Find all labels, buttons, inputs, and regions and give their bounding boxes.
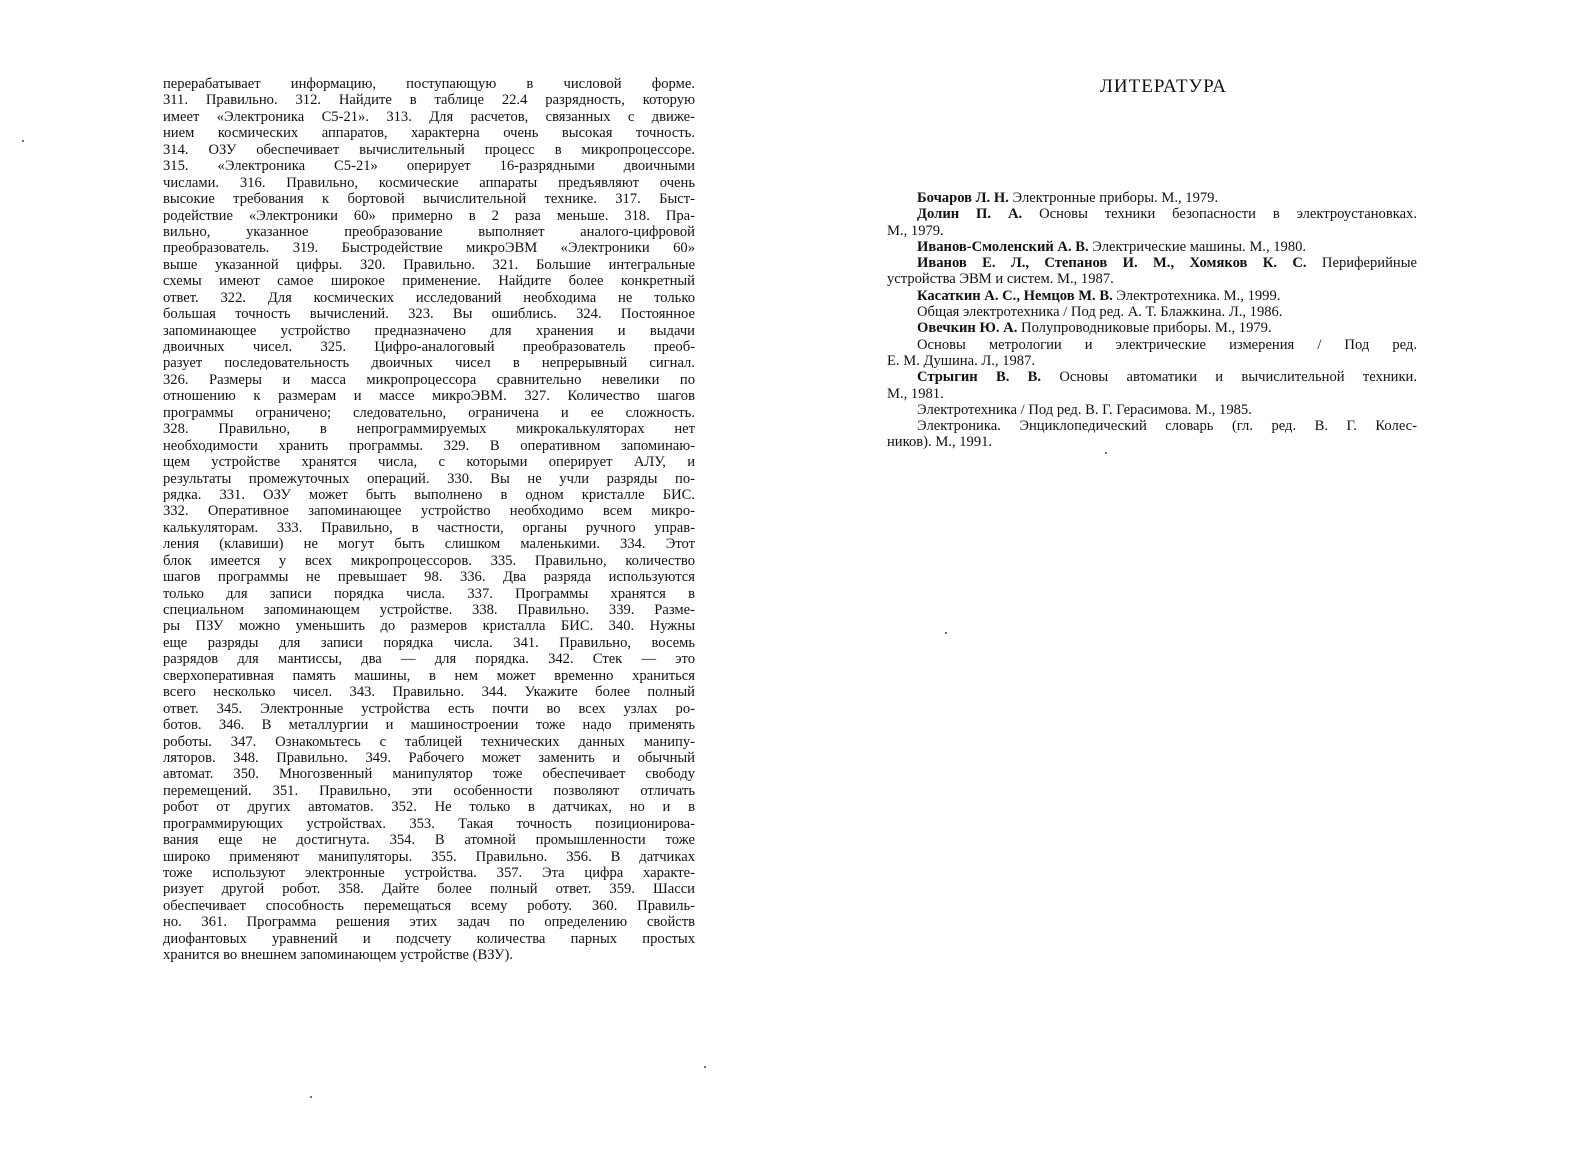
answer-text-line: высокие требования к бортовой вычислительной технике. 317. Быст- [163, 191, 695, 208]
reference-line [887, 239, 1417, 255]
reference-line [887, 206, 1417, 222]
scan-speck [945, 632, 947, 634]
answer-text-line: всего несколько чисел. 343. Правильно. 344. Укажите более полный [163, 684, 695, 701]
scan-speck [1105, 452, 1107, 454]
answer-text-line: большая точность вычислений. 323. Вы ошиблись. 324. Постоянное [163, 306, 695, 323]
reference-text: устройства ЭВМ и систем. М., 1987. [887, 271, 1114, 288]
scan-speck [704, 1066, 706, 1068]
answer-text-line: автомат. 350. Многозвенный манипулятор тоже обеспечивает свободу [163, 766, 695, 783]
left-page [0, 0, 790, 1153]
answer-text-line: схемы имеют самое широкое применение. Найдите более конкретный [163, 273, 695, 290]
answer-text-line: ляторов. 348. Правильно. 349. Рабочего может заменить и обычный [163, 749, 695, 766]
reference-entry [887, 369, 1417, 402]
answer-text-line: ризует другой робот. 358. Дайте более полный ответ. 359. Шасси [163, 881, 695, 898]
reference-text: Электронные приборы. М., 1979. [1008, 190, 1219, 206]
reference-line [887, 304, 1417, 320]
answer-text-line: хранится во внешнем запоминающем устройстве (ВЗУ). [163, 947, 514, 964]
answer-text-line: калькуляторам. 333. Правильно, в частности, органы ручного управ- [163, 519, 695, 536]
answer-text-line: результаты промежуточных операций. 330. Вы не учли разряды по- [163, 470, 695, 487]
reference-line [887, 418, 1417, 434]
answer-text-line: ления (клавиши) не могут быть слишком маленькими. 334. Этот [163, 536, 695, 553]
reference-text: Электротехника / Под ред. В. Г. Герасимова. М., 1985. [917, 401, 1252, 418]
answer-text-line: запоминающее устройство предназначено для хранения и выдачи [163, 322, 695, 339]
reference-text: Периферийные [1306, 255, 1417, 272]
reference-entry [887, 206, 1417, 239]
answer-text-line: двоичных чисел. 325. Цифро-аналоговый преобразователь преоб- [163, 339, 695, 355]
reference-entry [887, 418, 1417, 451]
reference-author: Долин П. А. [917, 206, 1023, 223]
reference-entry [887, 288, 1417, 304]
answer-text-line: преобразователь. 319. Быстродействие микроЭВМ «Электроники 60» [163, 240, 695, 257]
reference-text: Электротехника. М., 1999. [1112, 287, 1281, 304]
answer-text-line: специальном запоминающем устройстве. 338. Правильно. 339. Разме- [163, 602, 695, 618]
answer-text-line: 311. Правильно. 312. Найдите в таблице 22.4 разрядность, которую [163, 92, 695, 109]
answer-text-line: перерабатывает информацию, поступающую в числовой форме. [163, 76, 695, 92]
reference-line [887, 402, 1417, 418]
answer-text-line: сверхоперативная память машины, в нем может временно храниться [163, 667, 695, 684]
reference-text: М., 1979. [887, 222, 944, 239]
reference-text: Основы техники безопасности в электроустановках. [1022, 206, 1417, 223]
reference-entry [887, 320, 1417, 336]
answer-text-line: диофантовых уравнений и подсчету количества парных простых [163, 930, 695, 947]
reference-entry [887, 255, 1417, 288]
answer-text-line: 314. ОЗУ обеспечивает вычислительный процесс в микропроцессоре. [163, 141, 695, 158]
reference-text: Основы автоматики и вычислительной техники. [1041, 369, 1417, 386]
reference-line [887, 369, 1417, 385]
reference-text: Электрические машины. М., 1980. [1088, 238, 1307, 255]
reference-line [887, 386, 1417, 402]
reference-text: ников). М., 1991. [887, 434, 993, 451]
reference-line [887, 190, 1417, 206]
reference-author: Овечкин Ю. А. [917, 320, 1018, 337]
reference-entry [887, 402, 1417, 418]
answer-text-line: щем устройстве хранятся числа, с которыми оперирует АЛУ, и [163, 454, 695, 471]
reference-text: Общая электротехника / Под ред. А. Т. Блажкина. Л., 1986. [917, 304, 1283, 321]
answer-text-line: еще разряды для записи порядка числа. 341. Правильно, восемь [163, 634, 695, 651]
reference-text: Полупроводниковые приборы. М., 1979. [1017, 320, 1272, 337]
answer-text-line: числами. 316. Правильно, космические аппараты предъявляют очень [163, 174, 695, 191]
answer-text-line: шагов программы не превышает 98. 336. Два разряда используются [163, 569, 695, 586]
reference-author: Касаткин А. С., Немцов М. В. [917, 287, 1113, 304]
answer-text-line: роботы. 347. Ознакомьтесь с таблицей технических данных манипу- [163, 733, 695, 750]
reference-entry [887, 304, 1417, 320]
scan-speck [22, 140, 24, 142]
answer-text-line: родействие «Электроники 60» примерно в 2 раза меньше. 318. Пра- [163, 207, 695, 224]
answer-text-line: программы ограничено; следовательно, ограничена и ее сложность. [163, 404, 695, 421]
reference-author: Бочаров Л. Н. [917, 190, 1009, 206]
right-page [790, 0, 1581, 1153]
answer-text-line: 328. Правильно, в непрограммируемых микрокалькуляторах нет [163, 421, 695, 438]
reference-line [887, 434, 1417, 450]
reference-author: Иванов-Смоленский А. В. [917, 238, 1089, 255]
reference-text: Основы метрологии и электрические измерения / Под ред. [917, 336, 1417, 353]
answer-text-line: программирующих устройствах. 353. Такая точность позиционирова- [163, 815, 695, 832]
answer-text-line: вильно, указанное преобразование выполняет аналого-цифровой [163, 223, 695, 240]
reference-text: Электроника. Энциклопедический словарь (гл. ред. В. Г. Колес- [917, 418, 1417, 435]
scan-speck [310, 1096, 312, 1098]
reference-text: М., 1981. [887, 385, 944, 402]
answer-text-line: разует последовательность двоичных чисел в непрерывный сигнал. [163, 355, 695, 372]
reference-entry [887, 190, 1417, 206]
answer-text-line: ответ. 322. Для космических исследований необходима не только [163, 289, 695, 306]
reference-line [887, 223, 1417, 239]
answer-text-line: обеспечивает способность перемещаться всему роботу. 360. Правиль- [163, 897, 695, 914]
answer-text-line: но. 361. Программа решения этих задач по определению свойств [163, 914, 695, 931]
page-title: ЛИТЕРАТУРА [1100, 76, 1227, 97]
answer-text-line: ботов. 346. В металлургии и машиностроении тоже надо применять [163, 717, 695, 734]
answer-text-line: ры ПЗУ можно уменьшить до размеров кристалла БИС. 340. Нужны [163, 618, 695, 635]
answer-text-line: перемещений. 351. Правильно, эти особенности позволяют отличать [163, 782, 695, 799]
reference-text: Е. М. Душина. Л., 1987. [887, 352, 1036, 369]
reference-line [887, 353, 1417, 369]
answer-text-line: 326. Размеры и масса микропроцессора сравнительно невелики по [163, 371, 695, 388]
answer-text-line: широко применяют манипуляторы. 355. Правильно. 356. В датчиках [163, 848, 695, 865]
answer-text-line: вания еще не достигнута. 354. В атомной промышленности тоже [163, 832, 695, 849]
answer-text-line: 332. Оперативное запоминающее устройство необходимо всем микро- [163, 503, 695, 520]
reference-line [887, 271, 1417, 287]
answer-text-line: ответ. 345. Электронные устройства есть почти во всех узлах ро- [163, 700, 695, 717]
reference-entry [887, 239, 1417, 255]
reference-line [887, 255, 1417, 271]
reference-line [887, 288, 1417, 304]
reference-entry [887, 337, 1417, 370]
answer-text-line: выше указанной цифры. 320. Правильно. 321. Большие интегральные [163, 256, 695, 273]
answer-text-line: робот от других автоматов. 352. Не только в датчиках, но и в [163, 799, 695, 816]
answer-text-line: необходимости хранить программы. 329. В оперативном запоминаю- [163, 437, 695, 454]
answer-text-line: нием космических аппаратов, характерна очень высокая точность. [163, 125, 695, 142]
reference-line [887, 320, 1417, 336]
answer-text-line: отношению к размерам и массе микроЭВМ. 327. Количество шагов [163, 388, 695, 405]
reference-line [887, 337, 1417, 353]
answer-text-line: блок имеется у всех микропроцессоров. 335. Правильно, количество [163, 552, 695, 569]
answer-text-line: разрядов для мантиссы, два — для порядка. 342. Стек — это [163, 651, 695, 668]
reference-author: Иванов Е. Л., Степанов И. М., Хомяков К. С. [917, 255, 1307, 272]
answer-text-line: рядка. 331. ОЗУ может быть выполнено в одном кристалле БИС. [163, 486, 695, 503]
answers-column [163, 76, 695, 964]
answer-text-line: 315. «Электроника С5-21» оперирует 16-разрядными двоичными [163, 158, 695, 175]
answer-text-line: имеет «Электроника С5-21». 313. Для расчетов, связанных с движе- [163, 108, 695, 125]
references-list [887, 190, 1417, 451]
answer-text-line: только для записи порядка числа. 337. Программы хранятся в [163, 585, 695, 602]
answer-text-line: тоже используют электронные устройства. 357. Эта цифра характе- [163, 865, 695, 881]
reference-author: Стрыгин В. В. [917, 369, 1042, 386]
